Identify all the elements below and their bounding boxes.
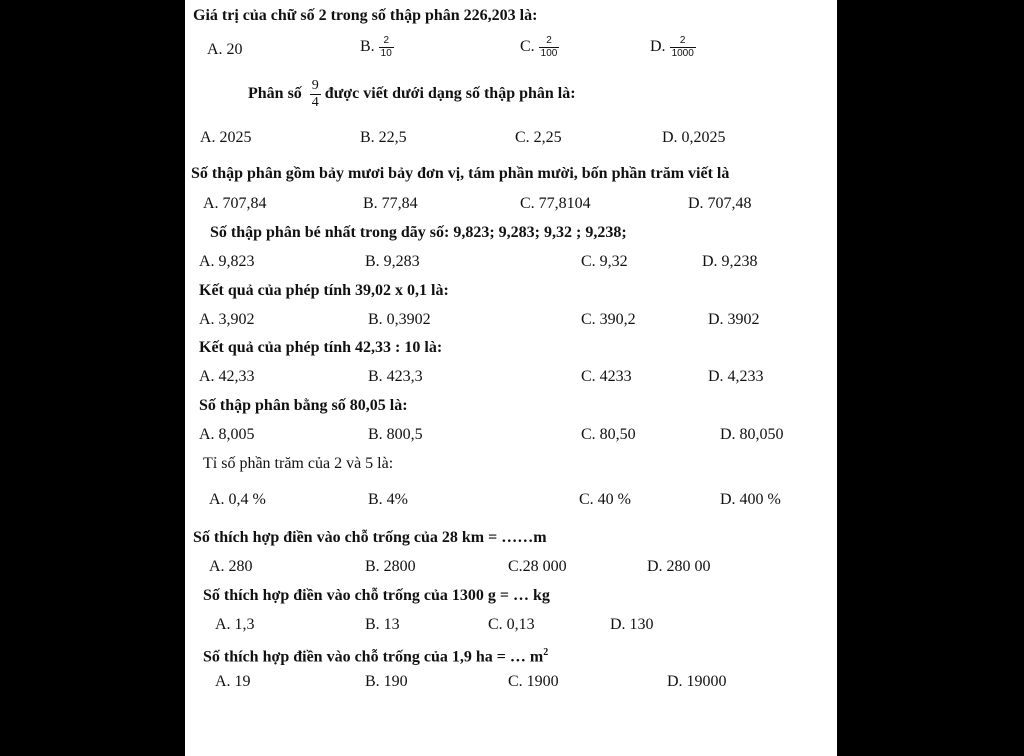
q7-option-a: A. 8,005 xyxy=(199,426,255,443)
q2-option-c: C. 2,25 xyxy=(515,129,562,146)
q4-option-d: D. 9,238 xyxy=(702,253,758,270)
q11-option-a: A. 19 xyxy=(215,673,251,690)
squared-superscript: 2 xyxy=(543,647,549,658)
q2-fraction: $\frac{9}{4}$ xyxy=(311,77,319,110)
question-9: Số thích hợp điền vào chỗ trống của 28 km = ……m xyxy=(193,529,547,546)
q6-option-c: C. 4233 xyxy=(581,368,632,385)
q8-option-c: C. 40 % xyxy=(579,491,631,508)
q6-option-a: A. 42,33 xyxy=(199,368,255,385)
q11-option-b: B. 190 xyxy=(365,673,408,690)
q10-option-a: A. 1,3 xyxy=(215,616,255,633)
q5-option-c: C. 390,2 xyxy=(581,311,636,328)
q4-option-b: B. 9,283 xyxy=(365,253,420,270)
q5-option-a: A. 3,902 xyxy=(199,311,255,328)
q7-option-d: D. 80,050 xyxy=(720,426,784,443)
q1-option-b: B. $\frac{2}{10}$ xyxy=(360,35,392,59)
question-7: Số thập phân bằng số 80,05 là: xyxy=(199,397,408,414)
q8-option-d: D. 400 % xyxy=(720,491,781,508)
question-1: Giá trị của chữ số 2 trong số thập phân 226,203 là: xyxy=(193,7,538,24)
q10-option-b: B. 13 xyxy=(365,616,400,633)
q1-option-b-fraction: $\frac{2}{10}$ xyxy=(380,35,392,59)
q5-option-d: D. 3902 xyxy=(708,311,760,328)
q3-option-b: B. 77,84 xyxy=(363,195,418,212)
question-5: Kết quả của phép tính 39,02 x 0,1 là: xyxy=(199,282,449,299)
q9-option-d: D. 280 00 xyxy=(647,558,711,575)
q9-option-c: C.28 000 xyxy=(508,558,567,575)
q1-option-a: A. 20 xyxy=(207,41,243,58)
q3-option-c: C. 77,8104 xyxy=(520,195,591,212)
q8-option-b: B. 4% xyxy=(368,491,408,508)
worksheet-page xyxy=(185,0,837,756)
q2-option-d: D. 0,2025 xyxy=(662,129,726,146)
q4-option-c: C. 9,32 xyxy=(581,253,628,270)
q9-option-b: B. 2800 xyxy=(365,558,416,575)
question-11: Số thích hợp điền vào chỗ trống của 1,9 ha = … $m^2$ xyxy=(203,647,549,666)
q11-option-d: D. 19000 xyxy=(667,673,727,690)
question-8: Tỉ số phần trăm của 2 và 5 là: xyxy=(203,455,394,472)
q2-option-b: B. 22,5 xyxy=(360,129,407,146)
q4-option-a: A. 9,823 xyxy=(199,253,255,270)
question-6: Kết quả của phép tính 42,33 : 10 là: xyxy=(199,339,443,356)
question-4: Số thập phân bé nhất trong dãy số: 9,823; 9,283; 9,32 ; 9,238; xyxy=(210,224,627,241)
q3-option-a: A. 707,84 xyxy=(203,195,267,212)
q3-option-d: D. 707,48 xyxy=(688,195,752,212)
q1-option-c-fraction: $\frac{2}{100}$ xyxy=(540,35,558,59)
q5-option-b: B. 0,3902 xyxy=(368,311,431,328)
question-10: Số thích hợp điền vào chỗ trống của 1300 g = … kg xyxy=(203,587,550,604)
question-3: Số thập phân gồm bảy mươi bảy đơn vị, tám phần mười, bốn phần trăm viết là xyxy=(191,165,730,182)
q6-option-b: B. 423,3 xyxy=(368,368,423,385)
q7-option-b: B. 800,5 xyxy=(368,426,423,443)
q1-option-d: D. $\frac{2}{1000}$ xyxy=(650,35,694,59)
q10-option-d: D. 130 xyxy=(610,616,654,633)
q1-option-c: C. $\frac{2}{100}$ xyxy=(520,35,558,59)
q2-option-a: A. 2025 xyxy=(200,129,252,146)
q7-option-c: C. 80,50 xyxy=(581,426,636,443)
q10-option-c: C. 0,13 xyxy=(488,616,535,633)
q1-option-d-fraction: $\frac{2}{1000}$ xyxy=(671,35,694,59)
q8-option-a: A. 0,4 % xyxy=(209,491,266,508)
q9-option-a: A. 280 xyxy=(209,558,253,575)
q6-option-d: D. 4,233 xyxy=(708,368,764,385)
q11-option-c: C. 1900 xyxy=(508,673,559,690)
question-2: Phân số $\frac{9}{4}$ được viết dưới dạng số thập phân là: xyxy=(248,77,576,110)
